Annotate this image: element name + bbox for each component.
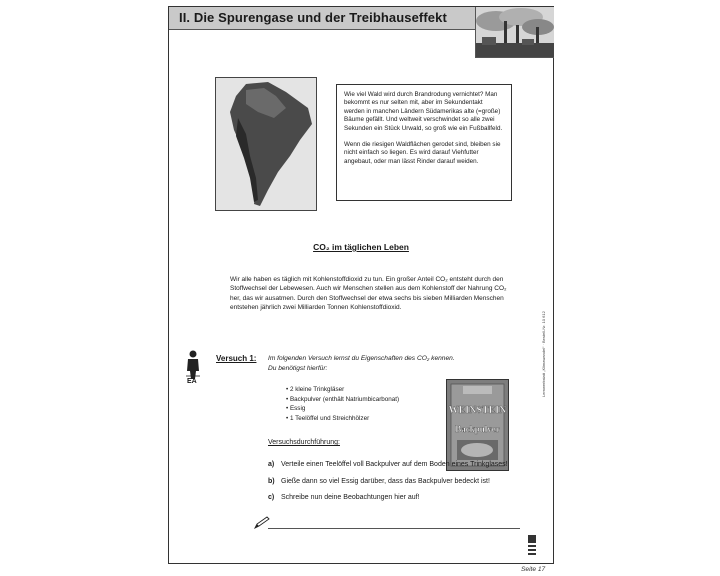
step-text: Verteile einen Teelöffel voll Backpulver auf dem Boden eines Trinkglases! — [281, 461, 508, 468]
materials-list — [286, 385, 399, 423]
step-letter: c) — [268, 494, 275, 501]
procedure-step — [268, 493, 518, 503]
package-brand-text: WEINSTEIN — [448, 405, 507, 416]
step-text: Gieße dann so viel Essig darüber, dass das Backpulver bedeckt ist! — [281, 477, 490, 485]
material-item: • Essig — [286, 405, 306, 413]
procedure-steps — [268, 460, 518, 510]
info-paragraph: Wenn die riesigen Waldflächen gerodet sind, bleiben sie nicht einfach so liegen. Es wird darauf Viehfutter angebaut, oder man lässt Rinder darauf weiden. — [344, 141, 501, 165]
info-paragraph: Wie viel Wald wird durch Brandrodung vernichtet? Man bekommt es nur selten mit, aber im Sekundentakt werden in manchen Ländern Südamerikas alte (=große) Bäume gefällt. Und weltweit verschwindet so alle zwei Sekunden ein Stück Urwald, so groß wie ein Fußballfeld. — [344, 91, 503, 132]
step-text: Schreibe nun deine Beobachtungen hier auf! — [281, 494, 420, 501]
header-bar — [169, 7, 475, 30]
baking-powder-package — [446, 379, 509, 471]
page-number: Seite 17 — [521, 566, 546, 573]
package-name-text: Backpulver — [455, 424, 500, 434]
procedure-heading: Versuchsdurchführung: — [268, 439, 340, 446]
order-number-text: Lernwerkstatt „Klimawandel“ · Bestell-Nr. 10 612 — [541, 311, 546, 397]
experiment-intro — [268, 354, 498, 374]
factory-smoke-photo — [475, 7, 554, 58]
experiment-intro-line: Im folgenden Versuch lernst du Eigenschaften des CO₂ kennen. — [268, 355, 455, 362]
section-heading: CO₂ im täglichen Leben — [313, 242, 409, 252]
procedure-step — [268, 460, 518, 470]
ea-label: EA — [187, 378, 197, 385]
south-america-map — [215, 77, 317, 211]
intro-paragraph: Wir alle haben es täglich mit Kohlenstoffdioxid zu tun. Ein großer Anteil CO₂ entsteht durch den Stoffwechsel der Lebewesen. Auch wir Menschen stellen aus dem Kohlenstoff der Nahrung CO₂ her, das wir ausatmen. Durch den Stoffwechsel der etwa sechs bis sieben Milliarden Menschen entstehen jährlich zwei Milliarden Tonnen Kohlenstoffdioxid. — [230, 276, 507, 311]
experiment-intro-line: Du benötigst hierfür: — [268, 365, 328, 372]
material-item: • 2 kleine Trinkgläser — [286, 386, 345, 393]
step-letter: b) — [268, 477, 275, 485]
deforestation-info-box — [336, 84, 512, 201]
publisher-logo — [527, 533, 537, 559]
answer-line[interactable] — [268, 528, 520, 529]
worksheet-page — [168, 6, 554, 564]
procedure-step — [268, 477, 518, 487]
material-item: • Backpulver (enthält Natriumbicarbonat) — [286, 395, 400, 403]
step-letter: a) — [268, 461, 275, 468]
material-item: • 1 Teelöffel und Streichhölzer — [286, 414, 370, 422]
page-title: II. Die Spurengase und der Treibhauseffekt — [179, 10, 447, 25]
experiment-label: Versuch 1: — [216, 354, 257, 363]
